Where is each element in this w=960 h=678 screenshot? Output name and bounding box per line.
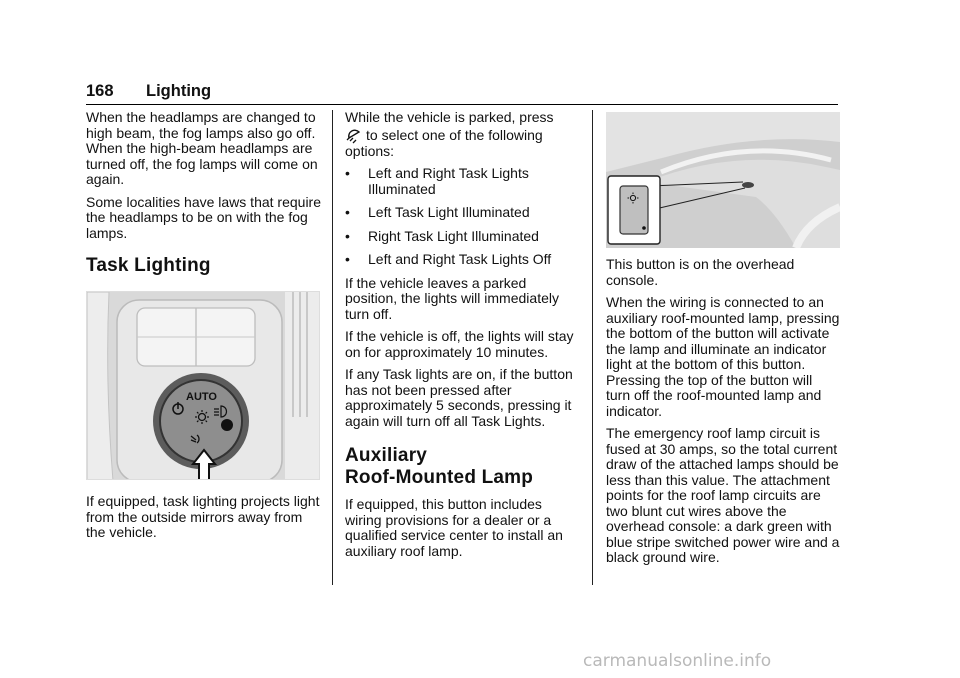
paragraph xyxy=(345,110,577,159)
task-light-icon xyxy=(345,126,363,144)
column-divider xyxy=(332,110,333,585)
bullet: • xyxy=(345,251,350,267)
bullet: • xyxy=(345,204,350,220)
paragraph: If the vehicle is off, the lights will stay on for approximately 10 minutes. xyxy=(345,328,574,360)
column-2 xyxy=(345,110,577,566)
page-header xyxy=(86,82,838,105)
list-item xyxy=(345,229,577,245)
overhead-console-drawing xyxy=(606,112,840,248)
list-item-text: Left Task Light Illuminated xyxy=(368,204,530,220)
headlamp-switch-illustration xyxy=(86,291,320,480)
column-1 xyxy=(86,110,322,548)
heading-line-1: Auxiliary xyxy=(345,445,428,466)
column-3 xyxy=(606,110,840,573)
list-item xyxy=(345,166,577,197)
paragraph: Some localities have laws that require the headlamps to be on with the fog lamps. xyxy=(86,193,322,241)
list-item-text: Right Task Light Illuminated xyxy=(368,227,539,244)
paragraph: The emergency roof lamp circuit is fused at 30 amps, so the total current draw of the attached lamps should be less than this value. The attachment points for the roof lamp circuits are two blunt cut wires above the overhead console: a dark green with blue stripe switched power wire and a black ground wire. xyxy=(606,425,840,565)
list-item-text: Left and Right Task Lights Illuminated xyxy=(368,165,529,197)
intro-text-continued: to select one of the following options: xyxy=(345,126,543,159)
headlamp-switch-drawing xyxy=(87,292,320,480)
paragraph: If equipped, this button includes wiring provisions for a dealer or a qualified service center to install an auxiliary roof lamp. xyxy=(345,496,563,559)
heading-task-lighting: Task Lighting xyxy=(86,255,211,276)
overhead-console-illustration xyxy=(606,112,840,248)
paragraph: This button is on the overhead console. xyxy=(606,256,795,288)
page-number: 168 xyxy=(86,82,114,100)
bullet: • xyxy=(345,165,350,181)
paragraph: When the wiring is connected to an auxiliary roof-mounted lamp, pressing the bottom of the button will activate the lamp and illuminate an indicator light at the bottom of this button. Pressing the top of the button will turn off the roof-mounted lamp and indicator. xyxy=(606,294,840,419)
paragraph: When the headlamps are changed to high beam, the fog lamps also go off. When the high-beam headlamps are turned off, the fog lamps will come on again. xyxy=(86,109,318,187)
task-light-options-list xyxy=(345,166,577,268)
list-item-text: Left and Right Task Lights Off xyxy=(368,251,552,267)
knob-auto-label: AUTO xyxy=(186,391,217,403)
column-divider xyxy=(592,110,593,585)
watermark: carmanualsonline.info xyxy=(583,651,772,671)
section-title: Lighting xyxy=(146,82,212,100)
heading-line-2: Roof-Mounted Lamp xyxy=(345,467,534,488)
intro-text: While the vehicle is parked, press xyxy=(345,109,554,125)
list-item xyxy=(345,252,577,268)
paragraph: If any Task lights are on, if the button has not been pressed after approximately 5 seconds, pressing it again will turn off all Task Lights. xyxy=(345,366,573,429)
paragraph: If the vehicle leaves a parked position, the lights will immediately turn off. xyxy=(345,274,559,322)
heading-auxiliary-roof-lamp xyxy=(345,445,577,489)
list-item xyxy=(345,205,577,221)
paragraph: If equipped, task lighting projects light from the outside mirrors away from the vehicle. xyxy=(86,493,320,540)
bullet: • xyxy=(345,227,350,244)
